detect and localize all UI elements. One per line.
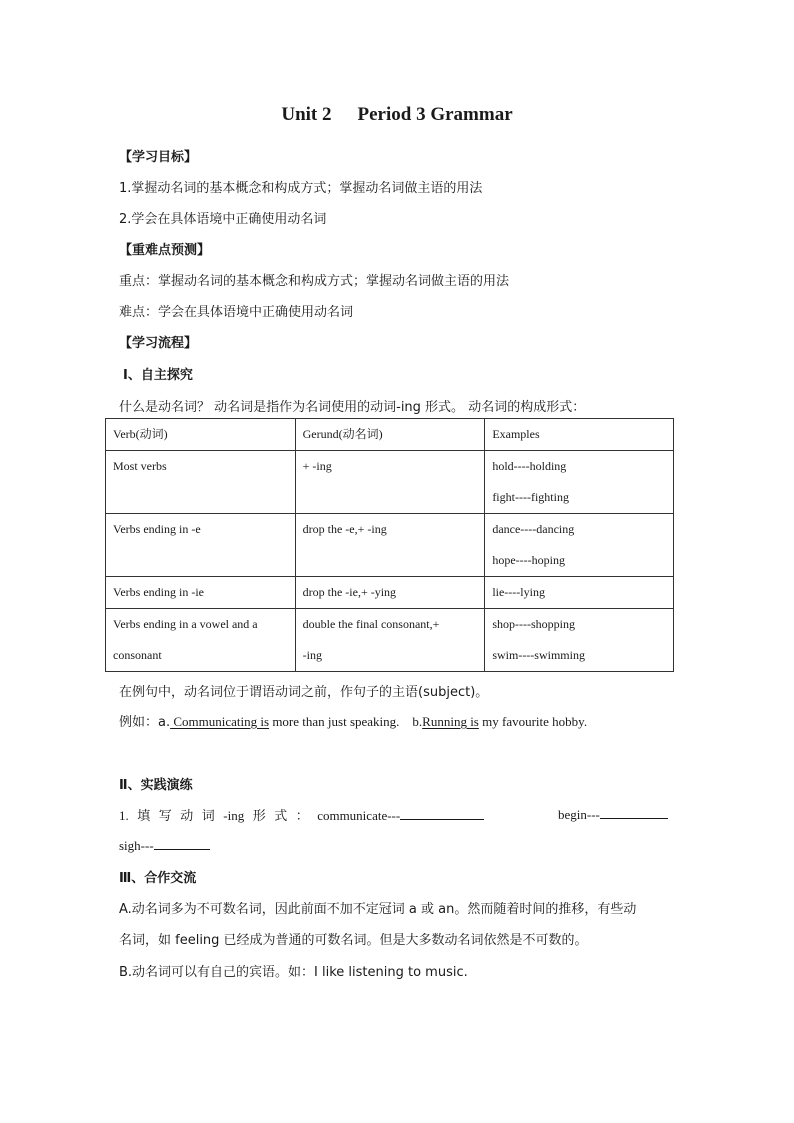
point-a-line-1: A.动名词多为不可数名词，因此前面不加不定冠词 a 或 an。然而随着时间的推移，有些动 [119, 902, 637, 917]
cell-gerund: drop the -ie,+ -ying [295, 577, 485, 609]
exercise-1 [119, 805, 484, 824]
cell-examples: shop----shopping swim----swimming [485, 609, 674, 672]
gerund-forms-table [105, 418, 674, 672]
header-verb: Verb(动词) [106, 419, 296, 451]
page-title [0, 104, 794, 126]
difficult-point: 难点：学会在具体语境中正确使用动名词 [119, 305, 354, 320]
cell-verb: Verbs ending in a vowel and a consonant [106, 609, 296, 672]
exercise-1-label: 1. 填 写 动 词 -ing 形 式 ： communicate--- [119, 808, 401, 823]
example-a-rest: more than just speaking. [269, 714, 400, 729]
table-row [106, 514, 674, 577]
key-points-heading: 【重难点预测】 [119, 243, 211, 258]
cell-examples: dance----dancing hope----hoping [485, 514, 674, 577]
table-row [106, 609, 674, 672]
communicate-answer-blank[interactable] [400, 806, 484, 820]
example-prefix: 例如：a. [119, 715, 171, 730]
cell-examples: lie----lying [485, 577, 674, 609]
example-b-prefix: b. [399, 714, 423, 729]
sigh-answer-blank[interactable] [154, 836, 210, 850]
gerund-note: 在例句中，动名词位于谓语动词之前，作句子的主语(subject)。 [119, 685, 489, 700]
section3-heading: Ⅲ、合作交流 [119, 871, 197, 886]
example-sentences [119, 711, 587, 730]
cell-verb: Most verbs [106, 451, 296, 514]
exercise-1-begin [558, 805, 668, 823]
example-b-rest: my favourite hobby. [478, 714, 588, 729]
goal-item-2: 2.学会在具体语境中正确使用动名词 [119, 212, 327, 227]
title-period: Period 3 Grammar [357, 104, 513, 125]
table-header-row [106, 419, 674, 451]
section1-heading: Ⅰ、自主探究 [123, 368, 193, 383]
begin-label: begin--- [558, 807, 600, 822]
cell-verb: Verbs ending in -e [106, 514, 296, 577]
process-heading: 【学习流程】 [119, 336, 198, 351]
table-row [106, 577, 674, 609]
example-b-subject: Running is [422, 714, 479, 729]
section2-heading: Ⅱ、实践演练 [119, 778, 193, 793]
header-gerund: Gerund(动名词) [295, 419, 485, 451]
sigh-label: sigh--- [119, 838, 154, 853]
title-unit: Unit 2 [281, 104, 332, 125]
table-row [106, 451, 674, 514]
exercise-1-sigh [119, 836, 210, 854]
point-b: B.动名词可以有自己的宾语。如：I like listening to music. [119, 965, 468, 980]
header-examples: Examples [485, 419, 674, 451]
example-a-subject: Communicating is [170, 714, 270, 729]
cell-gerund: + -ing [295, 451, 485, 514]
begin-answer-blank[interactable] [600, 805, 668, 819]
cell-examples: hold----holding fight----fighting [485, 451, 674, 514]
goals-heading: 【学习目标】 [119, 150, 198, 165]
cell-verb: Verbs ending in -ie [106, 577, 296, 609]
key-point: 重点：掌握动名词的基本概念和构成方式；掌握动名词做主语的用法 [119, 274, 510, 289]
point-a-line-2: 名词，如 feeling 已经成为普通的可数名词。但是大多数动名词依然是不可数的。 [119, 933, 588, 948]
cell-gerund: double the final consonant,+ -ing [295, 609, 485, 672]
gerund-intro: 什么是动名词？ 动名词是指作为名词使用的动词-ing 形式。 动名词的构成形式： [119, 400, 586, 415]
goal-item-1: 1.掌握动名词的基本概念和构成方式；掌握动名词做主语的用法 [119, 181, 483, 196]
cell-gerund: drop the -e,+ -ing [295, 514, 485, 577]
